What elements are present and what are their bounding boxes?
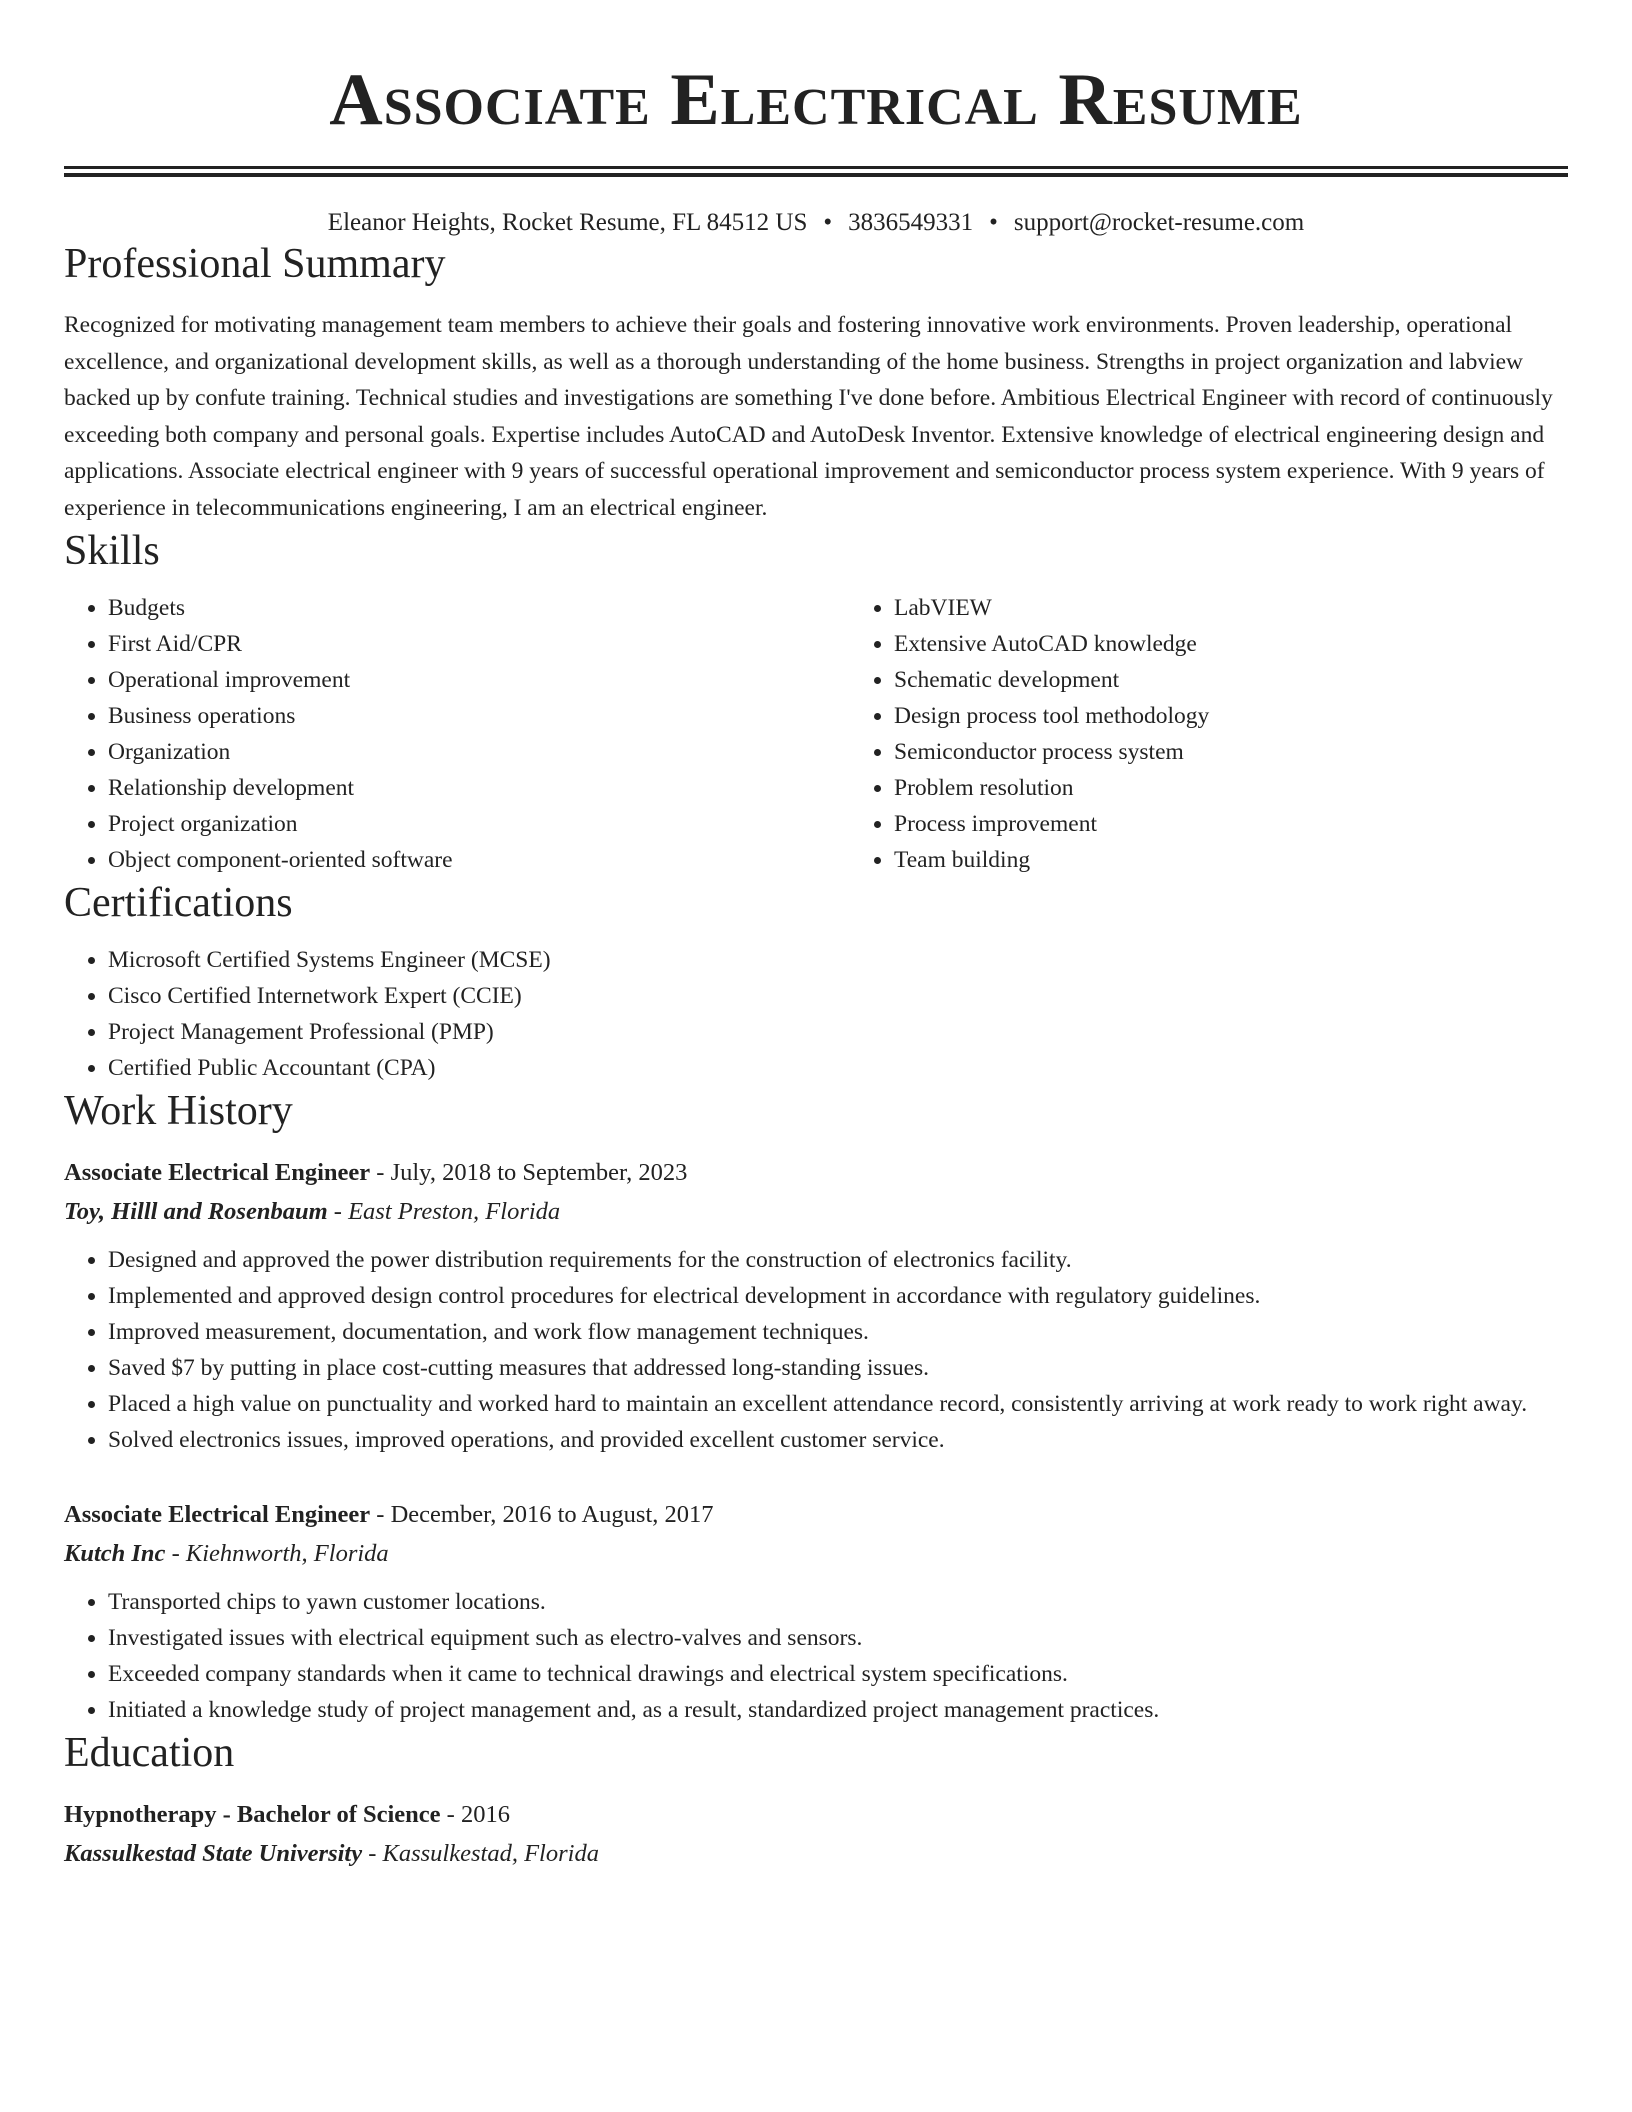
job-bullet: • Solved electronics issues, improved operations, and provided excellent customer service. [108, 1422, 1568, 1458]
skill-item: • Organization [108, 734, 850, 770]
contact-email: support@rocket-resume.com [1013, 209, 1305, 236]
contact-address: Eleanor Heights, Rocket Resume, FL 84512 US [327, 209, 808, 236]
job-company: Kutch Inc [64, 1540, 166, 1567]
skill-item: • Problem resolution [894, 770, 1632, 806]
resume-title: Associate Electrical Resume [329, 59, 1303, 141]
job-bullet: • Exceeded company standards when it came to technical drawings and electrical system specifications. [108, 1656, 1568, 1692]
job-entry [64, 1154, 1568, 1458]
education-school-line [64, 1834, 1568, 1874]
job-bullet: • Initiated a knowledge study of project management and, as a result, standardized project management practices. [108, 1692, 1568, 1728]
education-school: Kassulkestad State University [64, 1840, 363, 1867]
education-entry [64, 1796, 1568, 1874]
education-header [64, 1796, 1568, 1834]
job-bullets [64, 1584, 1568, 1728]
job-bullet: • Implemented and approved design control procedures for electrical development in accordance with regulatory guidelines. [108, 1278, 1568, 1314]
job-location: - East Preston, Florida [327, 1198, 561, 1225]
skills-list-right [850, 590, 1632, 878]
certifications-heading: Certifications [64, 880, 293, 926]
skills-list-left [64, 590, 850, 878]
title-divider [64, 166, 1568, 177]
skill-item: • Project organization [108, 806, 850, 842]
skills-grid [64, 590, 1568, 878]
certifications-list [64, 942, 1568, 1086]
skill-item: • Operational improvement [108, 662, 850, 698]
job-company: Toy, Hilll and Rosenbaum [64, 1198, 328, 1225]
job-employer [64, 1534, 1568, 1574]
skill-item: • Object component-oriented software [108, 842, 850, 878]
skill-item: • First Aid/CPR [108, 626, 850, 662]
job-header [64, 1154, 1568, 1192]
skill-item: • Design process tool methodology [894, 698, 1632, 734]
skill-item: • LabVIEW [894, 590, 1632, 626]
certification-item: • Cisco Certified Internetwork Expert (CCIE) [108, 978, 1568, 1014]
job-employer [64, 1192, 1568, 1232]
job-title: Associate Electrical Engineer [64, 1159, 371, 1186]
job-bullet: • Investigated issues with electrical equipment such as electro-valves and sensors. [108, 1620, 1568, 1656]
education-location: - Kassulkestad, Florida [362, 1840, 599, 1867]
job-bullet: • Designed and approved the power distribution requirements for the construction of electronics facility. [108, 1242, 1568, 1278]
skill-item: • Semiconductor process system [894, 734, 1632, 770]
education-year: - 2016 [440, 1801, 510, 1828]
skill-item: • Relationship development [108, 770, 850, 806]
job-bullet: • Saved $7 by putting in place cost-cutting measures that addressed long-standing issues. [108, 1350, 1568, 1386]
skill-item: • Extensive AutoCAD knowledge [894, 626, 1632, 662]
skill-item: • Budgets [108, 590, 850, 626]
contact-separator: • [823, 209, 833, 236]
job-title: Associate Electrical Engineer [64, 1501, 371, 1528]
work-history-heading: Work History [64, 1088, 293, 1134]
skills-heading: Skills [64, 528, 160, 574]
skill-item: • Process improvement [894, 806, 1632, 842]
job-bullet: • Improved measurement, documentation, and work flow management techniques. [108, 1314, 1568, 1350]
job-bullets [64, 1242, 1568, 1458]
job-bullet: • Placed a high value on punctuality and worked hard to maintain an excellent attendance record, consistently arriving at work ready to work right away. [108, 1386, 1568, 1422]
education-degree: Hypnotherapy - Bachelor of Science [64, 1801, 441, 1828]
contact-line [64, 207, 1568, 239]
contact-phone: 3836549331 [848, 209, 974, 236]
skill-item: • Schematic development [894, 662, 1632, 698]
summary-heading: Professional Summary [64, 241, 446, 287]
job-entry [64, 1496, 1568, 1728]
certification-item: • Microsoft Certified Systems Engineer (MCSE) [108, 942, 1568, 978]
summary-text: Recognized for motivating management team members to achieve their goals and fostering innovative work environments. Proven leadership, operational excellence, and organizational development skills, as well as a thorough understanding of the home business. Strengths in project organization and labview backed up by confute training. Technical studies and investigations are something I've done before. Ambitious Electrical Engineer with record of continuously exceeding both company and personal goals. Expertise includes AutoCAD and AutoDesk Inventor. Extensive knowledge of electrical engineering design and applications. Associate electrical engineer with 9 years of successful operational improvement and semiconductor process system experience. With 9 years of experience in telecommunications engineering, I am an electrical engineer. [64, 312, 1553, 521]
education-heading: Education [64, 1730, 235, 1776]
certification-item: • Certified Public Accountant (CPA) [108, 1050, 1568, 1086]
certification-item: • Project Management Professional (PMP) [108, 1014, 1568, 1050]
contact-separator: • [989, 209, 998, 236]
job-header [64, 1496, 1568, 1534]
job-location: - Kiehnworth, Florida [165, 1540, 389, 1567]
skill-item: • Business operations [108, 698, 850, 734]
job-dates: - July, 2018 to September, 2023 [370, 1159, 688, 1186]
skill-item: • Team building [894, 842, 1632, 878]
job-dates: - December, 2016 to August, 2017 [370, 1501, 714, 1528]
job-bullet: • Transported chips to yawn customer locations. [108, 1584, 1568, 1620]
